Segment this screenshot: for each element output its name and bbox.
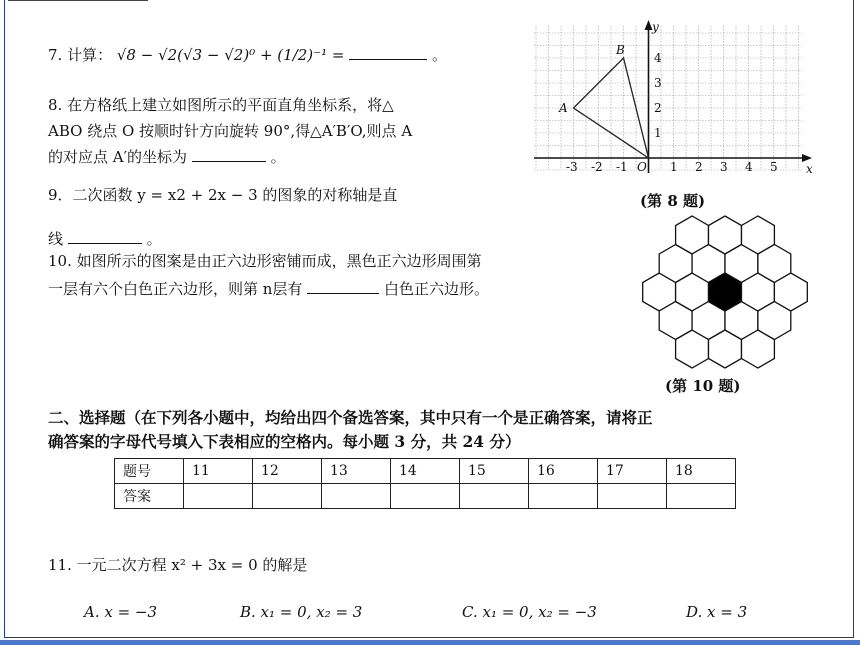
y-tick-4: 4: [654, 51, 662, 65]
answer-cell[interactable]: [598, 484, 667, 509]
q11-stem: 11. 一元二次方程 x² + 3x = 0 的解是: [48, 556, 308, 574]
q10-line2: [48, 278, 489, 300]
q9-line2: [48, 228, 162, 250]
x-tick-neg2: -2: [591, 160, 603, 174]
q7-answer-blank[interactable]: [349, 45, 427, 60]
x-tick-neg3: -3: [566, 160, 578, 174]
table-cell: 14: [391, 459, 460, 484]
table-cell: 18: [667, 459, 736, 484]
q8-line2: ABO 绕点 O 按顺时针方向旋转 90°,得△A′B′O,则点 A: [48, 122, 413, 140]
q11-option-b[interactable]: B. x₁ = 0, x₂ = 3: [240, 603, 363, 621]
top-rule: [8, 0, 148, 1]
q11-option-a[interactable]: A. x = −3: [84, 603, 158, 621]
table-row-answers: [115, 484, 736, 509]
x-tick-1: 1: [670, 160, 678, 174]
q11-option-c[interactable]: C. x₁ = 0, x₂ = −3: [462, 603, 597, 621]
q10-answer-blank[interactable]: [307, 279, 379, 294]
table-header-cell: 题号: [115, 459, 184, 484]
table-row-question-numbers: [115, 459, 736, 484]
x-tick-neg1: -1: [616, 160, 628, 174]
table-header-cell: 答案: [115, 484, 184, 509]
answer-cell[interactable]: [322, 484, 391, 509]
q9-answer-blank[interactable]: [68, 229, 142, 244]
figure-8-caption: (第 8 题): [640, 192, 706, 210]
q8-line1: 8. 在方格纸上建立如图所示的平面直角坐标系，将△: [48, 96, 394, 114]
q10-line1: 10. 如图所示的图案是由正六边形密铺而成，黑色正六边形周围第: [48, 252, 482, 270]
q7-expression: √8 − √2(√3 − √2)⁰ + (1/2)⁻¹ =: [116, 46, 345, 64]
q7-prefix: 7. 计算：: [48, 46, 113, 64]
q10-line2b: 白色正六边形。: [384, 280, 490, 298]
table-cell: 17: [598, 459, 667, 484]
q11-option-d[interactable]: D. x = 3: [686, 603, 748, 621]
answer-cell[interactable]: [391, 484, 460, 509]
answer-cell[interactable]: [460, 484, 529, 509]
figure-8-coordinate-grid: [530, 18, 820, 188]
point-A-label: A: [559, 101, 568, 115]
q7-suffix: 。: [432, 46, 448, 64]
figure-10-caption: (第 10 题): [665, 377, 741, 395]
q8-line3: [48, 146, 286, 168]
x-tick-4: 4: [745, 160, 753, 174]
table-cell: 16: [529, 459, 598, 484]
table-cell: 11: [184, 459, 253, 484]
x-tick-5: 5: [770, 160, 778, 174]
y-axis-label: y: [652, 20, 659, 34]
origin-label: O: [637, 160, 647, 174]
q8-line3-text: 的对应点 A′的坐标为: [48, 148, 188, 166]
q9-suffix: 。: [146, 230, 162, 248]
answer-table: [114, 458, 736, 509]
q8-answer-blank[interactable]: [192, 147, 266, 162]
y-tick-2: 2: [654, 101, 662, 115]
table-cell: 12: [253, 459, 322, 484]
point-B-label: B: [616, 43, 625, 57]
answer-cell[interactable]: [184, 484, 253, 509]
q9-line1: 9．二次函数 y = x2 + 2x − 3 的图象的对称轴是直: [48, 186, 398, 204]
table-cell: 13: [322, 459, 391, 484]
y-tick-3: 3: [654, 76, 662, 90]
section-2-instructions-line1: 二、选择题（在下列各小题中，均给出四个备选答案，其中只有一个是正确答案，请将正: [48, 408, 653, 427]
section-2-instructions-line2: 确答案的字母代号填入下表相应的空格内。每小题 3 分，共 24 分）: [48, 432, 521, 451]
q10-line2a: 一层有六个白色正六边形，则第 n层有: [48, 280, 303, 298]
answer-cell[interactable]: [529, 484, 598, 509]
answer-cell[interactable]: [253, 484, 322, 509]
q9-line2-text: 线: [48, 230, 64, 248]
bottom-bar: [0, 640, 860, 645]
figure-10-hexagon-tiling: [630, 212, 820, 372]
y-tick-1: 1: [654, 126, 662, 140]
answer-cell[interactable]: [667, 484, 736, 509]
question-7: [48, 44, 447, 66]
x-tick-2: 2: [695, 160, 703, 174]
q8-suffix: 。: [270, 148, 286, 166]
x-tick-3: 3: [720, 160, 728, 174]
table-cell: 15: [460, 459, 529, 484]
x-axis-label: x: [806, 162, 813, 176]
